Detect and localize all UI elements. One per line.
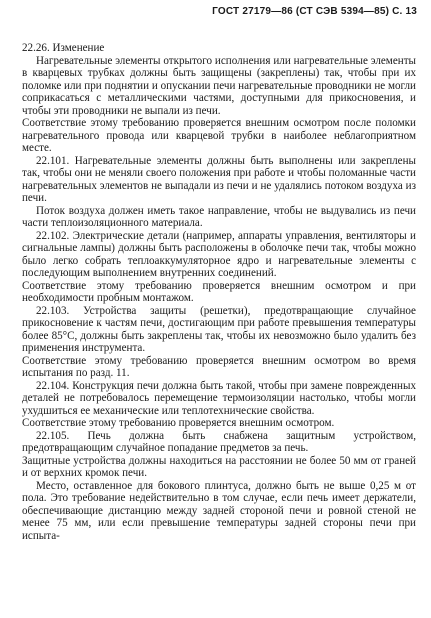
paragraph: 22.104. Конструкция печи должна быть такой, чтобы при замене поврежденных деталей не потребовалось перемещение термоизоляции настолько, чтобы могли ухудшиться ее механические или теплотехнические свойства. (22, 379, 416, 417)
paragraph: Соответствие этому требованию проверяется внешним осмотром после поломки нагревательного провода или кварцевой трубки в наиболее неблагоприятном месте. (22, 117, 416, 154)
paragraph: 22.101. Нагревательные элементы должны быть выполнены или закреплены так, чтобы они не меняли своего положения при работе и чтобы поломанные части нагревательных элементов не выпадали из печи и не удалялись потоком воздуха из печи. (22, 154, 416, 204)
paragraph: 22.103. Устройства защиты (решетки), предотвращающие случайное прикосновение к частям печи, достигающим при работе превышения температуры более 85°С, должны быть закреплены так, чтобы их невозможно было удалить без применения инструмента. (22, 304, 416, 354)
paragraph: Место, оставленное для бокового плинтуса, должно быть не выше 0,25 м от пола. Это требование недействительно в том случае, если печь имеет держатели, обеспечивающие дистанцию между задней стороной печи и ровной стеной не менее 75 мм, или если превышение температуры задней стороны печи при испыта- (22, 479, 416, 542)
paragraph: Нагревательные элементы открытого исполнения или нагревательные элементы в кварцевых трубках должны быть защищены (закреплены) так, чтобы при их поломке или при поднятии и опускании печи нагревательные проводники не могли соприкасаться с металлическими частями, доступными для прикосновения, и чтобы эти проводники не выпали из печи. (22, 54, 416, 117)
page-header: ГОСТ 27179—86 (СТ СЭВ 5394—85) С. 13 (212, 6, 417, 17)
document-body (22, 42, 416, 542)
paragraph: 22.105. Печь должна быть снабжена защитным устройством, предотвращающим случайное попадание предметов за печь. (22, 429, 416, 454)
paragraph: Соответствие этому требованию проверяется внешним осмотром во время испытания по разд. 11. (22, 354, 416, 379)
paragraph: Защитные устройства должны находиться на расстоянии не более 50 мм от граней и от верхних кромок печи. (22, 454, 416, 479)
paragraph: 22.102. Электрические детали (например, аппараты управления, вентиляторы и сигнальные лампы) должны быть расположены в оболочке печи так, чтобы можно было легко собрать теплоаккумуляторное ядро и нагревательные элементы с последующим выполнением внутренних соединений. (22, 229, 416, 279)
paragraph: Поток воздуха должен иметь такое направление, чтобы не выдувались из печи части теплоизоляционного материала. (22, 204, 416, 229)
paragraph: Соответствие этому требованию проверяется внешним осмотром. (22, 417, 335, 429)
paragraph: Соответствие этому требованию проверяется внешним осмотром и при необходимости пробным монтажом. (22, 279, 416, 304)
section-heading: 22.26. Изменение (22, 42, 105, 54)
